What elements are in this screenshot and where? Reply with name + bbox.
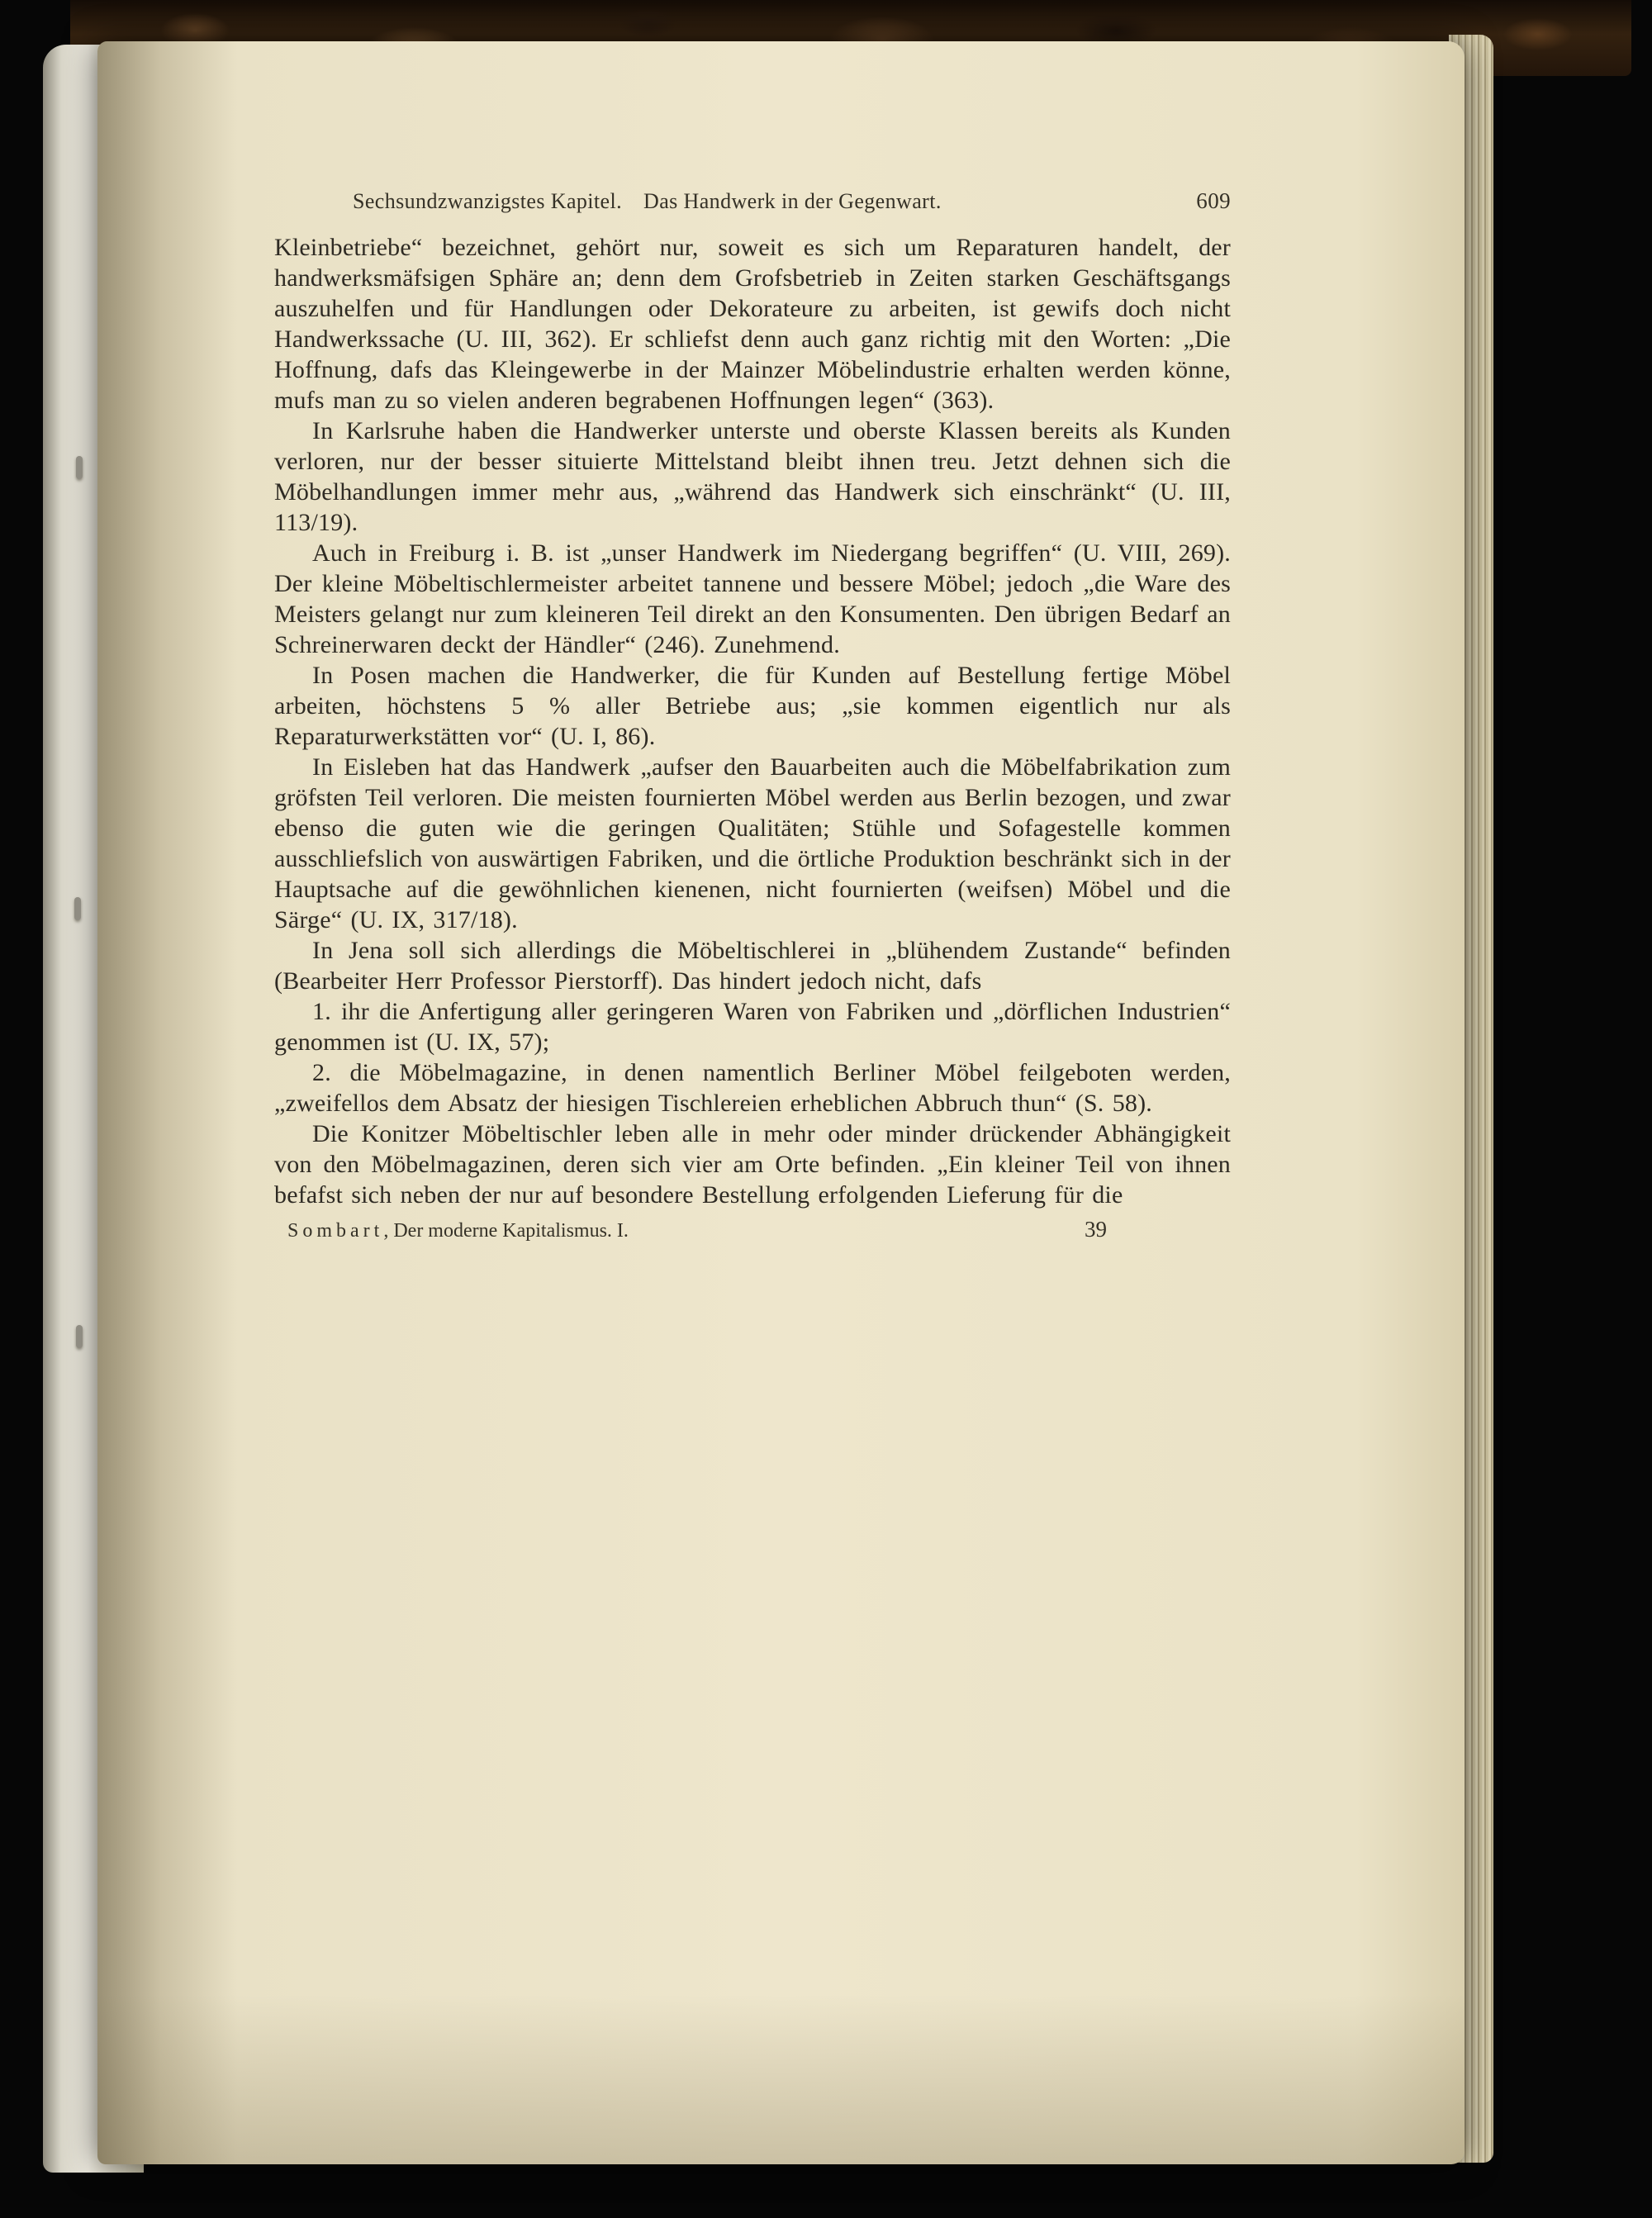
page-number: 609 [1196, 188, 1231, 213]
paragraph: In Eisleben hat das Handwerk „aufser den Bauarbeiten auch die Möbelfabrikation zum gröfsten Teil verloren. Die meisten fournierten Möbel werden aus Berlin bezogen, und zwar ebenso die guten wie die geringen Qualitäten; Stühle und Sofagestelle kommen ausschliefslich von auswärtigen Fabriken, und die örtliche Produktion beschränkt sich in der Hauptsache auf die gewöhnlichen kienenen, nicht fournierten (weifsen) Möbel und die Särge“ (U. IX, 317/18). [274, 753, 1231, 933]
paragraph: Die Konitzer Möbeltischler leben alle in mehr oder minder drückender Abhängigkeit von den Möbelmagazinen, deren sich vier am Orte befinden. „Ein kleiner Teil von ihnen befafst sich neben der nur auf besondere Bestellung erfolgenden Lieferung für die [274, 1120, 1231, 1209]
paragraph: In Posen machen die Handwerker, die für Kunden auf Bestellung fertige Möbel arbeiten, höchstens 5 % aller Betriebe aus; „sie kommen eigentlich nur als Reparaturwerkstätten vor“ (U. I, 86). [274, 662, 1231, 750]
page-title: Das Handwerk in der Gegenwart. [643, 189, 942, 213]
paragraph: In Jena soll sich allerdings die Möbeltischlerei in „blühendem Zustande“ befinden (Bearbeiter Herr Professor Pierstorff). Das hindert jedoch nicht, dafs [274, 937, 1231, 995]
book-cover-edge [1487, 21, 1627, 2174]
book-page [97, 41, 1464, 2164]
gutter-shadow [97, 41, 238, 2164]
stitch-mark [76, 456, 83, 479]
page-content [274, 188, 1231, 1242]
chapter-heading: Sechsundzwanzigstes Kapitel. [353, 189, 623, 213]
paragraph: Kleinbetriebe“ bezeichnet, gehört nur, soweit es sich um Reparaturen handelt, der handwerksmäfsigen Sphäre an; denn dem Grofsbetrieb in Zeiten starken Geschäftsgangs auszuhelfen und für Handlungen oder Dekorateure zu arbeiten, ist gewifs doch nicht Handwerkssache (U. III, 362). Er schliefst denn auch ganz richtig mit den Worten: „Die Hoffnung, dafs das Kleingewerbe in der Mainzer Möbelindustrie erhalten werden könne, mufs man zu so vielen anderen begrabenen Hoffnungen legen“ (363). [274, 234, 1231, 414]
paragraph: 1. ihr die Anfertigung aller geringeren Waren von Fabriken und „dörflichen Industrien“ genommen ist (U. IX, 57); [274, 998, 1231, 1056]
paragraph: In Karlsruhe haben die Handwerker unterste und oberste Klassen bereits als Kunden verloren, nur der besser situierte Mittelstand bleibt ihnen treu. Jetzt dehnen sich die Möbelhandlungen immer mehr aus, „während das Handwerk sich einschränkt“ (U. III, 113/19). [274, 417, 1231, 536]
running-header [274, 188, 1231, 214]
paragraph: 2. die Möbelmagazine, in denen namentlich Berliner Möbel feilgeboten werden, „zweifellos dem Absatz der hiesigen Tischlereien erheblichen Abbruch thun“ (S. 58). [274, 1059, 1231, 1117]
sheet-number: 39 [1085, 1217, 1107, 1242]
author-name: Sombart [287, 1220, 384, 1242]
signature-line [287, 1220, 629, 1242]
footer-line [274, 1217, 1231, 1242]
stitch-mark [76, 1325, 83, 1348]
body-text [274, 232, 1231, 1210]
running-header-text [353, 189, 942, 214]
work-title: , Der moderne Kapitalismus. I. [383, 1220, 629, 1242]
paragraph: Auch in Freiburg i. B. ist „unser Handwerk im Niedergang begriffen“ (U. VIII, 269). Der kleine Möbeltischlermeister arbeitet tannene und bessere Möbel; jedoch „die Ware des Meisters gelangt nur zum kleineren Teil direkt an den Konsumenten. Den übrigen Bedarf an Schreinerwaren deckt der Händler“ (246). Zunehmend. [274, 539, 1231, 658]
stitch-mark [74, 897, 81, 920]
